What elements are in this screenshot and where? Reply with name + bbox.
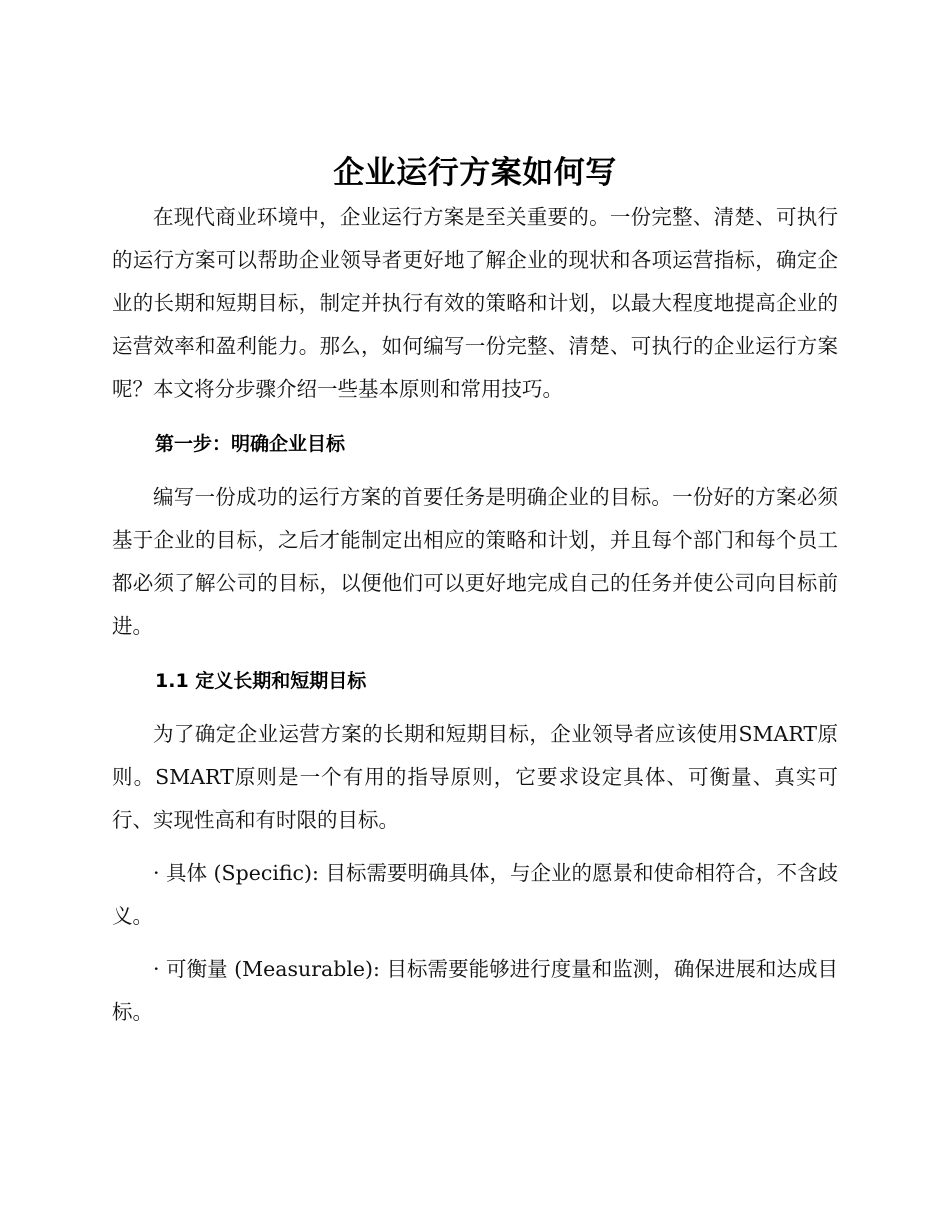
bullet-specific: · 具体 (Specific): 目标需要明确具体，与企业的愿景和使命相符合，不含歧义。 — [112, 861, 838, 928]
step1-heading: 第一步：明确企业目标 — [155, 433, 346, 455]
intro-paragraph: 在现代商业环境中，企业运行方案是至关重要的。一份完整、清楚、可执行的运行方案可以帮助企业领导者更好地了解企业的现状和各项运营指标，确定企业的长期和短期目标，制定并执行有效的策略和计划，以最大程度地提高企业的运营效率和盈利能力。那么，如何编写一份完整、清楚、可执行的企业运行方案呢？本文将分步骤介绍一些基本原则和常用技巧。 — [112, 205, 838, 401]
bullet-measurable: · 可衡量 (Measurable): 目标需要能够进行度量和监测，确保进展和达成目标。 — [112, 957, 838, 1024]
document-body — [112, 150, 838, 1034]
section-1-1-paragraph: 为了确定企业运营方案的长期和短期目标，企业领导者应该使用SMART原则。SMART原则是一个有用的指导原则，它要求设定具体、可衡量、真实可行、实现性高和有时限的目标。 — [112, 722, 838, 832]
section-1-1-heading: 1.1 定义长期和短期目标 — [155, 670, 367, 692]
step1-paragraph: 编写一份成功的运行方案的首要任务是明确企业的目标。一份好的方案必须基于企业的目标，之后才能制定出相应的策略和计划，并且每个部门和每个员工都必须了解公司的目标，以便他们可以更好地完成自己的任务并使公司向目标前进。 — [112, 485, 838, 638]
document-title: 企业运行方案如何写 — [333, 155, 617, 191]
